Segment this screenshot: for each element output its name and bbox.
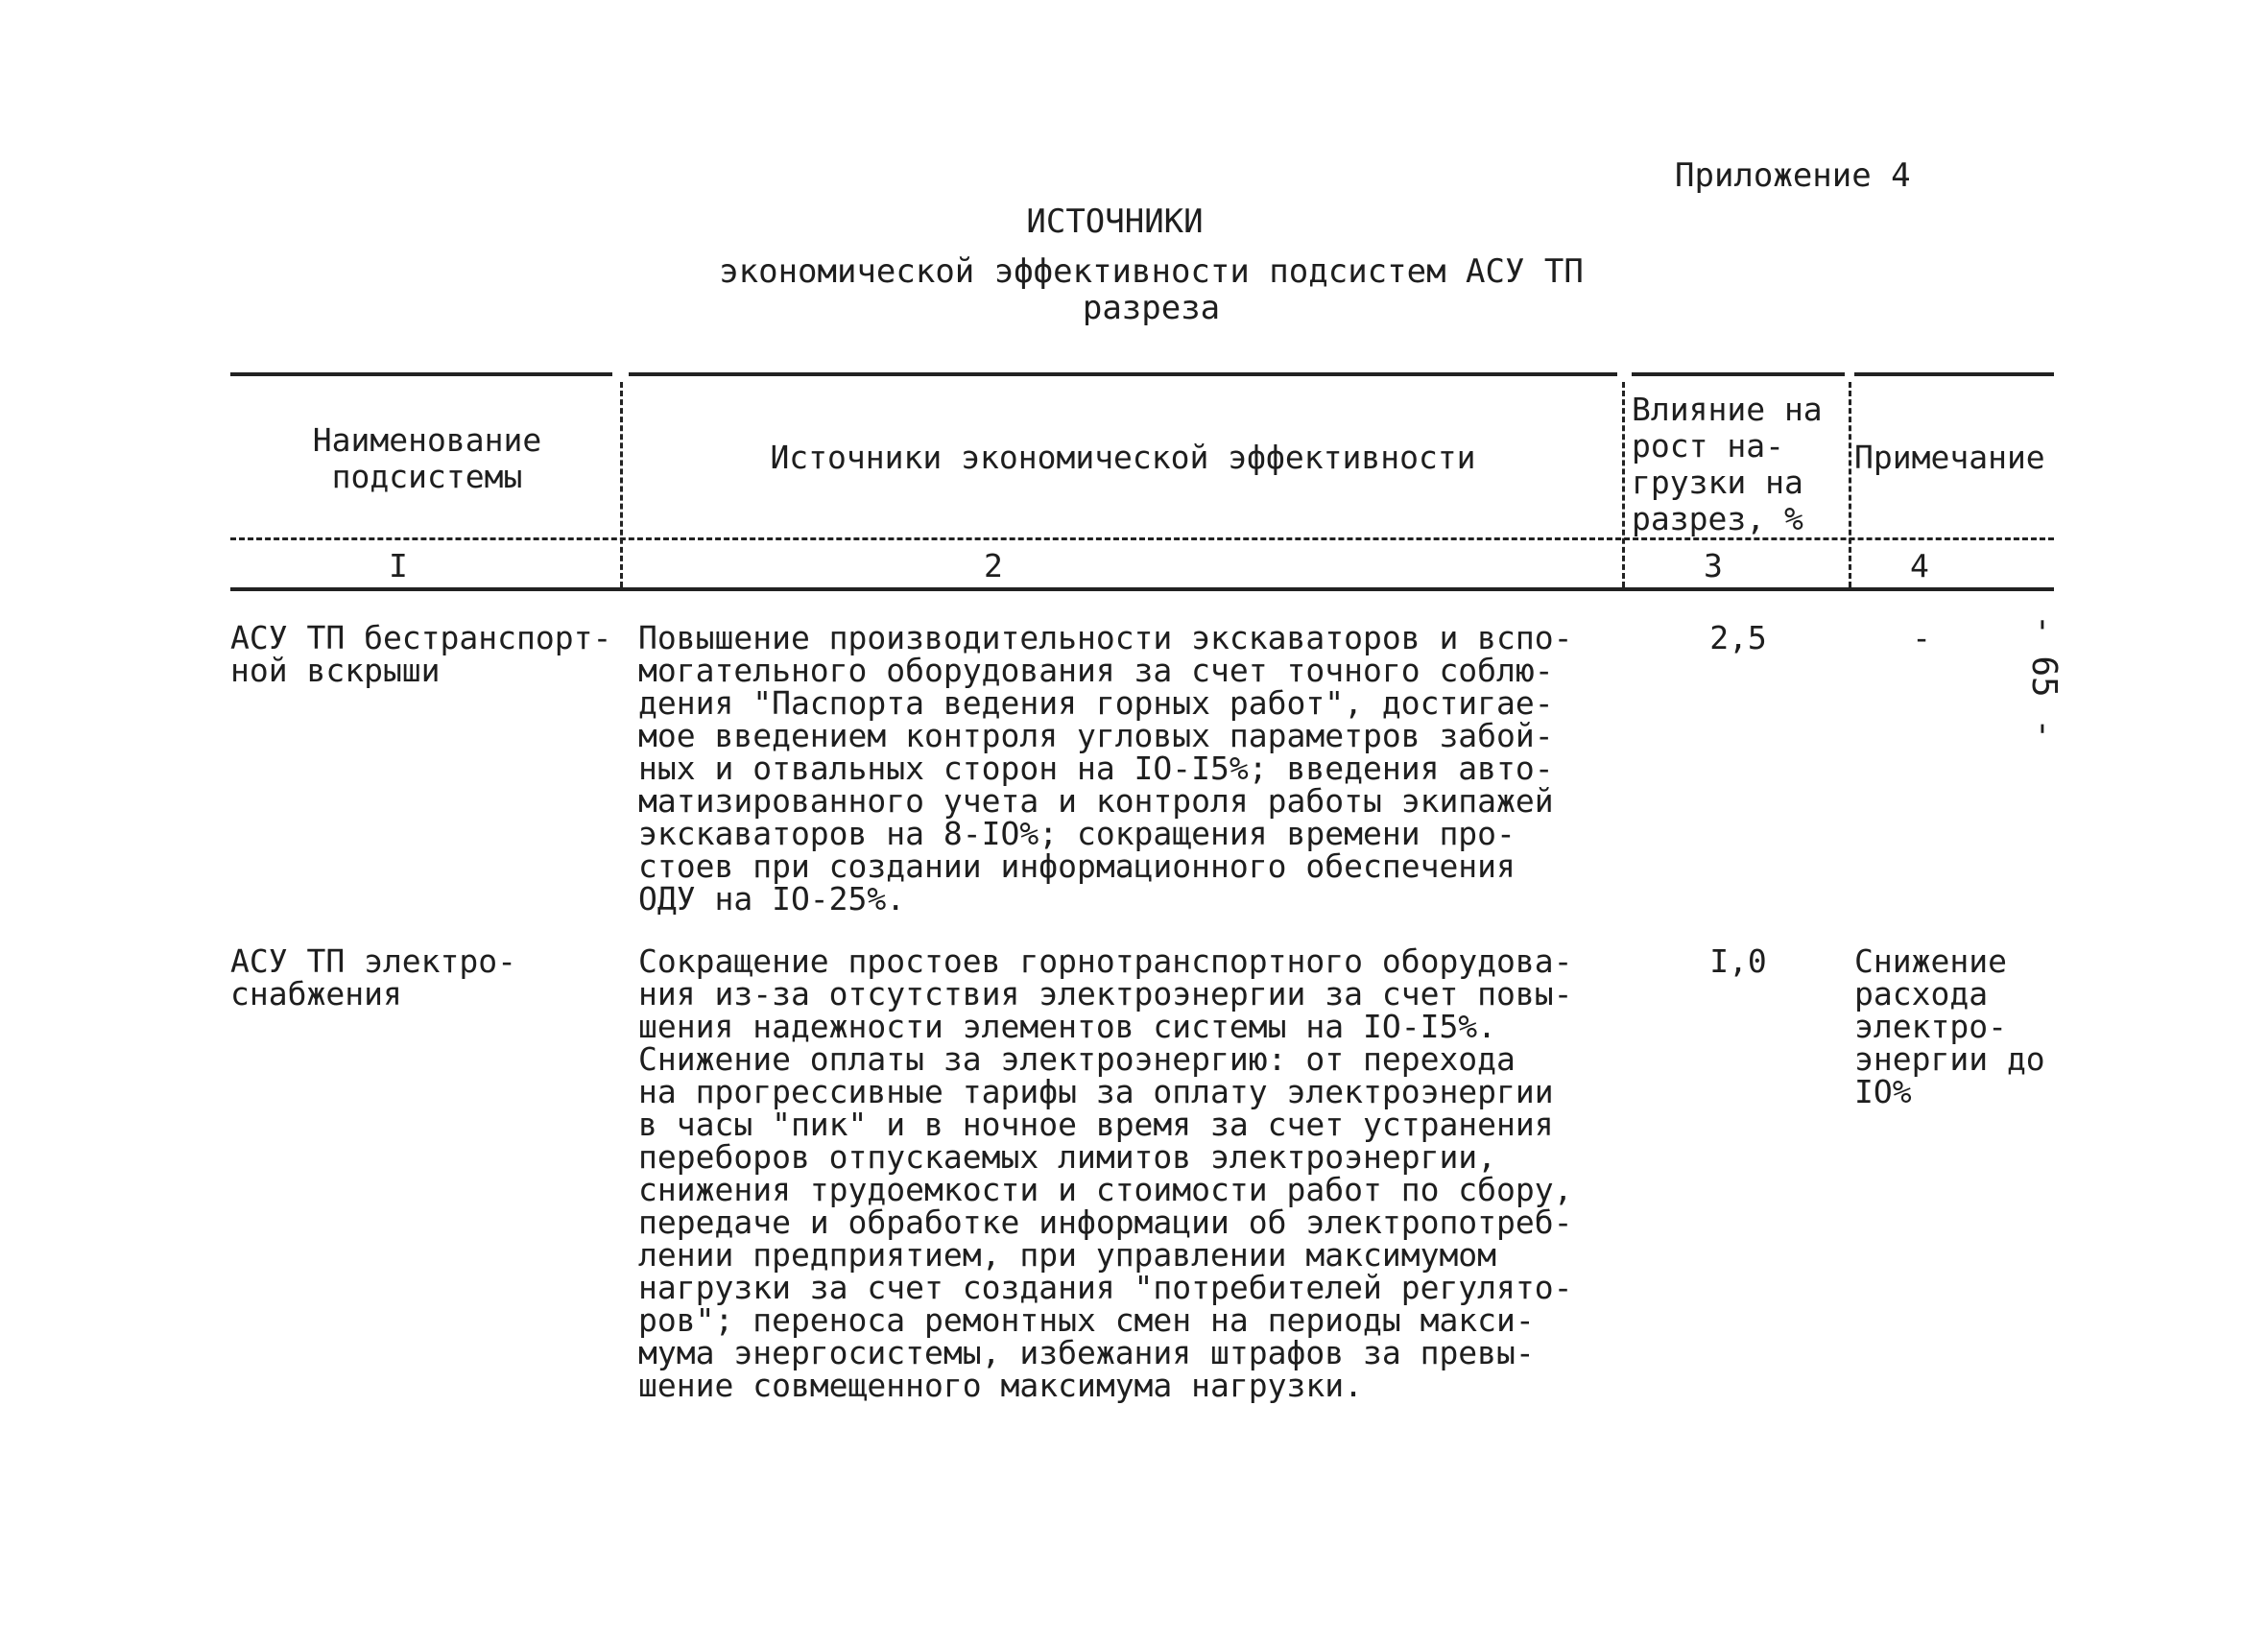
row-efficiency-source: Сокращение простоев горнотранспортного оборудова- ния из-за отсутствия электроэнергии за счет повы- шения надежности элементов системы на IO-I5%. Снижение оплаты за электроэнергию: от перехода на прогрессивные тарифы за оплату электроэнергии в часы "пик" и в ночное время за счет устранения переборов отпускаемых лимитов электроэнергии, снижения трудоемкости и стоимости работ по сбору, передаче и обработке информации об электропотреб- лении предприятием, при управлении максимумом нагрузки за счет создания "потребителей регулято- ров"; переноса ремонтных смен на периоды макси- мума энергосистемы, избежания штрафов за превы- шение совмещенного максимума нагрузки. [638,942,1573,1404]
header-efficiency-sources: Источники экономической эффективности [770,439,1476,476]
document-subtitle-line2: разреза [1082,289,1221,327]
table-top-rule [1854,372,2054,376]
header-subsystem-name: Наименование подсистемы [312,421,542,495]
column-number-2: 2 [984,547,1003,584]
row-subsystem-name: АСУ ТП электро- снабжения [230,942,517,1013]
row-influence-value: 2,5 [1709,619,1767,656]
column-number-3: 3 [1704,547,1723,584]
row-note: Снижение расхода электро- энергии до IO% [1854,942,2045,1110]
document-title: ИСТОЧНИКИ [1026,203,1204,241]
appendix-label: Приложение 4 [1675,156,1911,195]
column-number-1: I [389,547,408,584]
header-bottom-rule [230,587,2054,591]
header-note: Примечание [1854,439,2045,476]
column-divider [1849,382,1851,587]
table-top-rule [629,372,1617,376]
column-divider [1622,382,1625,587]
header-influence: Влияние на рост на- грузки на разрез, % [1632,391,1823,537]
page-number: - 65 - [2024,614,2064,740]
column-divider [620,382,623,587]
row-note: - [1912,619,1931,656]
column-number-4: 4 [1910,547,1929,584]
header-divider [230,537,2054,540]
table-top-rule [230,372,612,376]
row-subsystem-name: АСУ ТП бестранспорт- ной вскрыши [230,619,612,689]
row-efficiency-source: Повышение производительности экскаваторов и вспо- могательного оборудования за счет точного соблю- дения "Паспорта ведения горных работ", достигае- мое введением контроля угловых параметров забой- ных и отвальных сторон на IO-I5%; введения авто- матизированного учета и контроля работы экипажей экскаваторов на 8-IO%; сокращения времени про- стоев при создании информационного обеспечения ОДУ на IO-25%. [638,619,1573,917]
table-top-rule [1632,372,1845,376]
row-influence-value: I,0 [1709,942,1767,980]
document-subtitle: экономической эффективности подсистем АСУ ТП [719,252,1584,291]
